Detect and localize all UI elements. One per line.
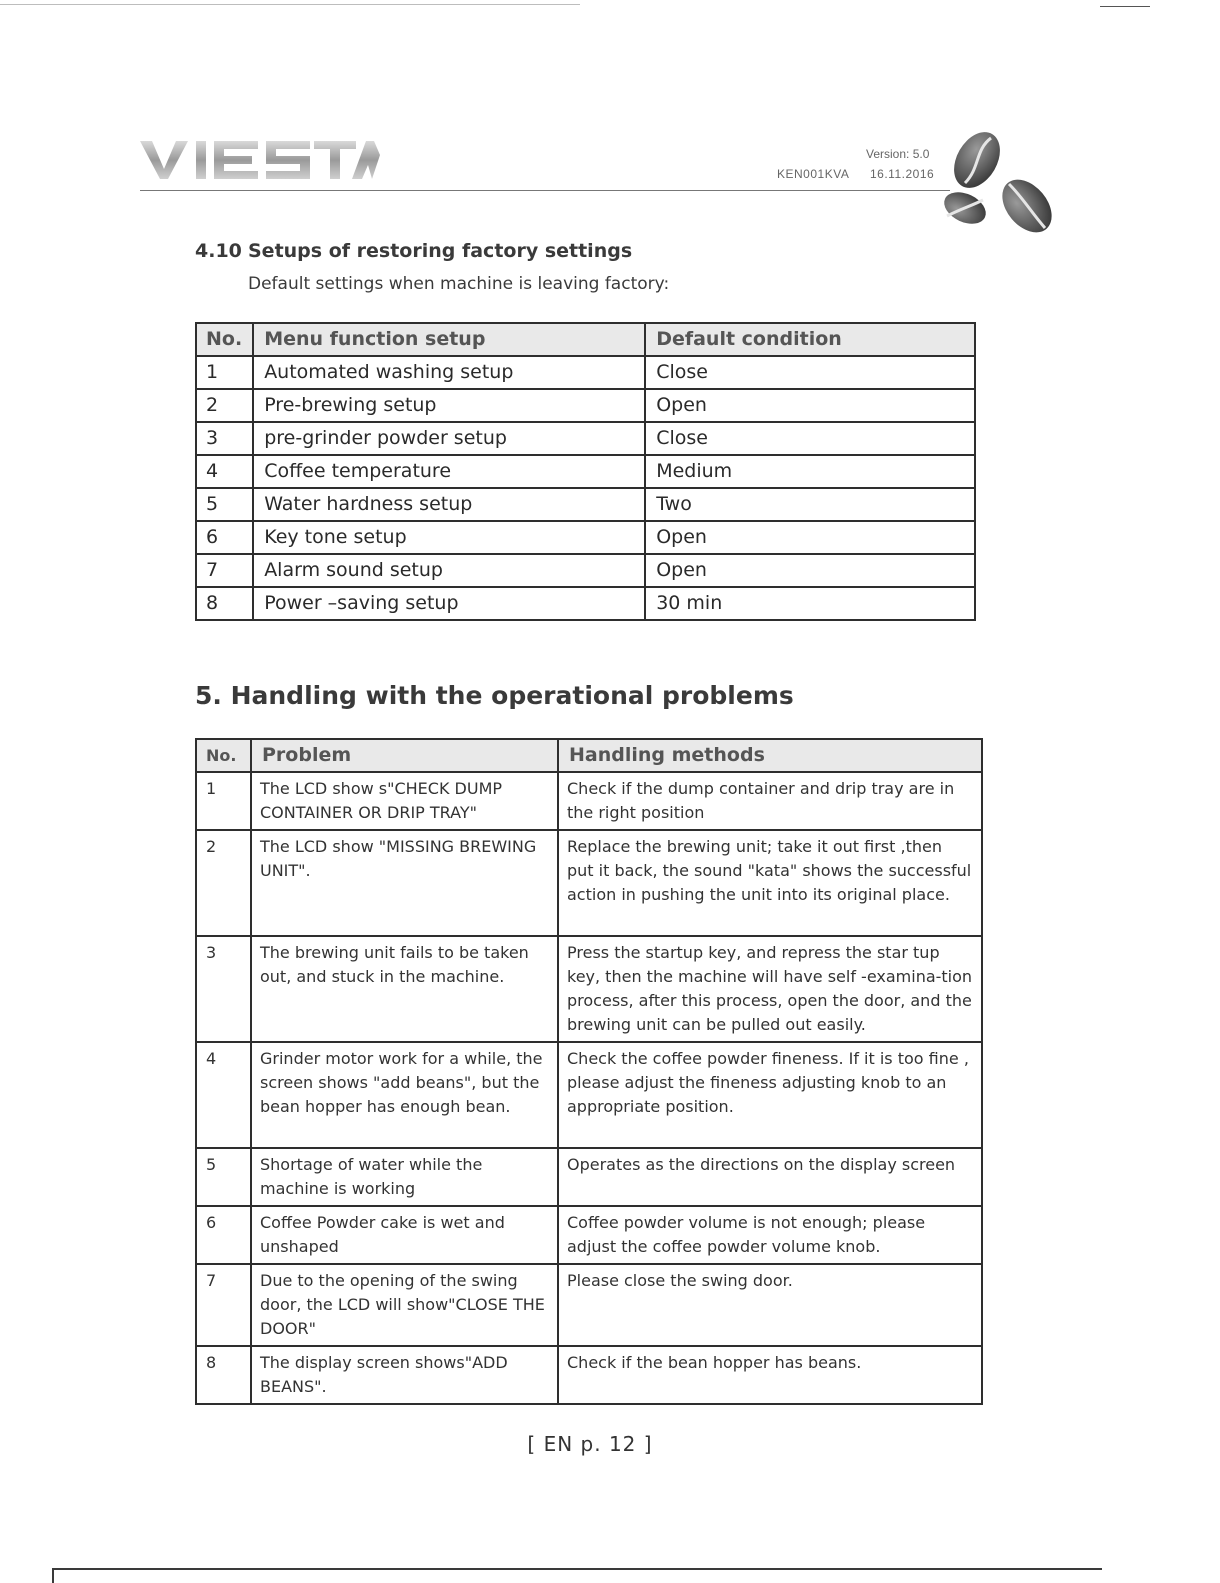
scan-edge-line — [1100, 6, 1150, 7]
problem-text: Coffee Powder cake is wet and unshaped — [251, 1206, 558, 1264]
row-number: 3 — [196, 422, 253, 455]
column-header-default: Default condition — [645, 323, 975, 356]
row-number: 3 — [196, 936, 251, 1042]
document-date: 16.11.2016 — [870, 167, 935, 181]
table-row — [196, 1346, 982, 1404]
section-number: 4.10 — [195, 240, 242, 262]
row-number: 1 — [196, 772, 251, 830]
table-row — [196, 936, 982, 1042]
table-row — [196, 1206, 982, 1264]
method-text: Check the coffee powder fineness. If it is too fine , please adjust the fineness adjusting knob to an appropriate position. — [558, 1042, 982, 1148]
table-row — [196, 1042, 982, 1148]
method-text: Replace the brewing unit; take it out first ,then put it back, the sound "kata" shows the successful action in pushing the unit into its original place. — [558, 830, 982, 936]
row-number: 8 — [196, 1346, 251, 1404]
table-header-row — [196, 323, 975, 356]
table-row — [196, 455, 975, 488]
table-row — [196, 422, 975, 455]
section-subtitle: Default settings when machine is leaving factory: — [248, 274, 670, 294]
row-number: 2 — [196, 389, 253, 422]
problem-text: The brewing unit fails to be taken out, and stuck in the machine. — [251, 936, 558, 1042]
menu-function: Pre-brewing setup — [253, 389, 645, 422]
table-row — [196, 1264, 982, 1346]
menu-function: Power –saving setup — [253, 587, 645, 620]
table-row — [196, 356, 975, 389]
menu-function: Alarm sound setup — [253, 554, 645, 587]
table-row — [196, 389, 975, 422]
factory-settings-table — [195, 322, 976, 621]
problem-text: The LCD show s"CHECK DUMP CONTAINER OR DRIP TRAY" — [251, 772, 558, 830]
column-header-method: Handling methods — [558, 739, 982, 772]
row-number: 6 — [196, 1206, 251, 1264]
row-number: 6 — [196, 521, 253, 554]
table-row — [196, 772, 982, 830]
section-heading-problems: 5. Handling with the operational problems — [195, 681, 794, 710]
method-text: Please close the swing door. — [558, 1264, 982, 1346]
row-number: 2 — [196, 830, 251, 936]
default-condition: 30 min — [645, 587, 975, 620]
default-condition: Close — [645, 422, 975, 455]
version-label: Version: 5.0 — [866, 147, 930, 161]
row-number: 5 — [196, 488, 253, 521]
problem-text: Shortage of water while the machine is working — [251, 1148, 558, 1206]
section-heading — [195, 240, 632, 262]
table-row — [196, 488, 975, 521]
viesta-logo — [140, 135, 380, 181]
column-header-function: Menu function setup — [253, 323, 645, 356]
problem-text: The LCD show "MISSING BREWING UNIT". — [251, 830, 558, 936]
column-header-no: No. — [196, 323, 253, 356]
problem-text: Grinder motor work for a while, the screen shows "add beans", but the bean hopper has enough bean. — [251, 1042, 558, 1148]
row-number: 7 — [196, 1264, 251, 1346]
method-text: Check if the dump container and drip tray are in the right position — [558, 772, 982, 830]
scan-edge-line — [52, 1568, 1102, 1570]
default-condition: Two — [645, 488, 975, 521]
method-text: Coffee powder volume is not enough; please adjust the coffee powder volume knob. — [558, 1206, 982, 1264]
column-header-problem: Problem — [251, 739, 558, 772]
table-row — [196, 830, 982, 936]
default-condition: Medium — [645, 455, 975, 488]
column-header-no: No. — [196, 739, 251, 772]
row-number: 7 — [196, 554, 253, 587]
header-divider — [140, 190, 950, 191]
row-number: 4 — [196, 1042, 251, 1148]
row-number: 5 — [196, 1148, 251, 1206]
table-row — [196, 1148, 982, 1206]
menu-function: Coffee temperature — [253, 455, 645, 488]
row-number: 4 — [196, 455, 253, 488]
method-text: Check if the bean hopper has beans. — [558, 1346, 982, 1404]
menu-function: Key tone setup — [253, 521, 645, 554]
method-text: Press the startup key, and repress the star tup key, then the machine will have self -examina-tion process, after this process, open the door, and the brewing unit can be pulled out easily. — [558, 936, 982, 1042]
section-title: Setups of restoring factory settings — [248, 240, 633, 262]
row-number: 8 — [196, 587, 253, 620]
table-row — [196, 554, 975, 587]
table-row — [196, 521, 975, 554]
default-condition: Open — [645, 521, 975, 554]
document-code: KEN001KVA — [777, 167, 850, 181]
default-condition: Close — [645, 356, 975, 389]
menu-function: Water hardness setup — [253, 488, 645, 521]
row-number: 1 — [196, 356, 253, 389]
problem-text: Due to the opening of the swing door, the LCD will show"CLOSE THE DOOR" — [251, 1264, 558, 1346]
method-text: Operates as the directions on the display screen — [558, 1148, 982, 1206]
scan-edge-line — [0, 4, 580, 5]
table-header-row — [196, 739, 982, 772]
default-condition: Open — [645, 554, 975, 587]
page-number: [ EN p. 12 ] — [527, 1432, 653, 1456]
problem-text: The display screen shows"ADD BEANS". — [251, 1346, 558, 1404]
default-condition: Open — [645, 389, 975, 422]
scan-edge-line — [52, 1568, 54, 1583]
menu-function: Automated washing setup — [253, 356, 645, 389]
menu-function: pre-grinder powder setup — [253, 422, 645, 455]
troubleshooting-table — [195, 738, 983, 1405]
coffee-beans-icon — [935, 128, 1060, 243]
table-row — [196, 587, 975, 620]
